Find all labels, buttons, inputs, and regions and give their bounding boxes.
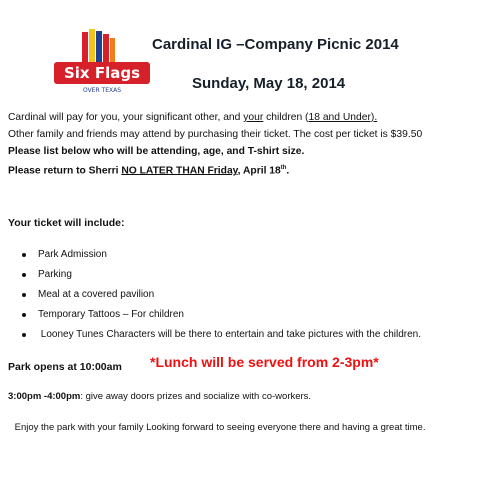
intro-line-1 [8, 109, 474, 126]
bullet-icon [22, 293, 26, 297]
ticket-heading: Your ticket will include: [8, 217, 125, 229]
giveaway-line [8, 391, 311, 402]
bullet-icon [22, 313, 26, 317]
page-title: Cardinal IG –Company Picnic 2014 [152, 36, 399, 53]
bullet-icon [22, 253, 26, 257]
six-flags-logo-icon [52, 28, 152, 98]
logo-wordmark: Six Flags [63, 64, 141, 82]
intro-text: Cardinal will pay for you, your significant other, and [8, 112, 244, 123]
intro-your: your [243, 112, 264, 123]
ticket-includes-list [22, 245, 421, 345]
logo-subtitle: OVER TEXAS [82, 87, 122, 94]
deadline: NO LATER THAN Friday [121, 165, 238, 177]
intro-line-4 [8, 160, 474, 177]
list-item-text: Park Admission [38, 249, 107, 260]
list-item [22, 285, 421, 305]
intro-age-limit: 18 and Under). [308, 112, 378, 123]
list-item-text: Meal at a covered pavilion [38, 289, 155, 300]
list-item [22, 265, 421, 285]
list-item [22, 305, 421, 325]
list-item-text: Parking [38, 269, 72, 280]
giveaway-time: 3:00pm -4:00pm [8, 391, 81, 402]
intro-text: , April 18 [237, 165, 281, 177]
lunch-notice: *Lunch will be served from 2-3pm* [150, 354, 379, 370]
closing-line: Enjoy the park with your family Looking forward to seeing everyone there and having a great time. [12, 422, 426, 433]
list-item [22, 245, 421, 265]
event-date: Sunday, May 18, 2014 [192, 75, 346, 92]
park-opens: Park opens at 10:00am [8, 361, 122, 373]
six-flags-logo [52, 28, 152, 98]
intro-text: children ( [263, 112, 309, 123]
list-item-text: Temporary Tattoos – For children [38, 309, 184, 320]
bullet-icon [22, 333, 26, 337]
ordinal-suffix: th [280, 165, 287, 171]
intro-text: . [286, 165, 290, 177]
intro-text: Please return to Sherri [8, 165, 122, 177]
giveaway-text: : give away doors prizes and socialize with co-workers. [80, 391, 312, 402]
list-item [22, 325, 421, 345]
intro-line-2: Other family and friends may attend by purchasing their ticket. The cost per ticket is $39.50 [8, 129, 423, 140]
intro-line-3: Please list below who will be attending, age, and T-shirt size. [8, 146, 305, 157]
list-item-text: Looney Tunes Characters will be there to entertain and take pictures with the children. [38, 329, 421, 340]
intro-paragraph [8, 109, 474, 177]
bullet-icon [22, 273, 26, 277]
